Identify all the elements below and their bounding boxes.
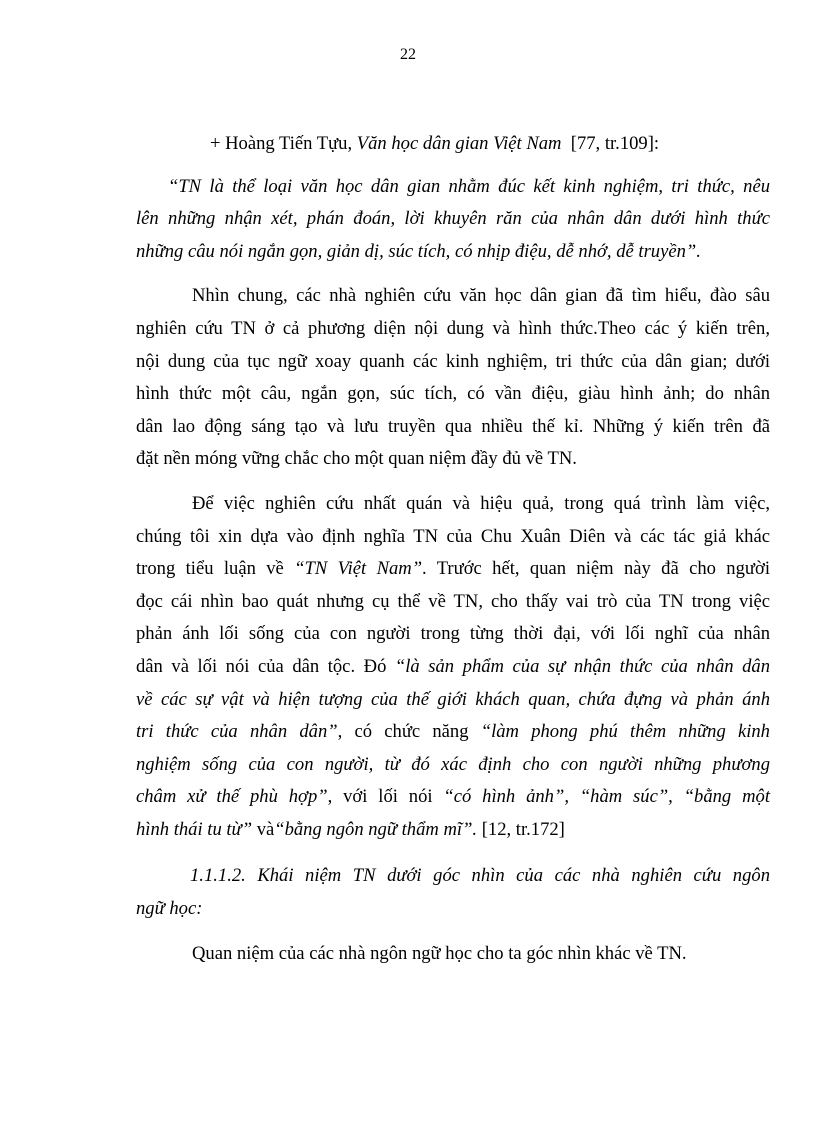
text-run-italic: châm xử thế phù hợp” <box>136 786 328 808</box>
paragraph-line: về các sự vật và hiện tượng của thế giới khách quan, chứa đựng và phản ánh <box>136 688 770 710</box>
paragraph-line: phản ánh lối sống của con người trong từng thời đại, với lối nghĩ của nhân <box>136 623 770 645</box>
paragraph-line: nội dung của tục ngữ xoay quanh các kinh nghiệm, tri thức của dân gian; dưới <box>136 350 770 372</box>
paragraph-line: nghiệm sống của con người, từ đó xác định cho con người những phương <box>136 753 770 775</box>
quote-line: lên những nhận xét, phán đoán, lời khuyên răn của nhân dân dưới hình thức <box>136 208 770 230</box>
paragraph-line <box>136 814 770 847</box>
paragraph-line: dân lao động sáng tạo và lưu truyền qua nhiều thế kỉ. Những ý kiến trên đã <box>136 415 770 437</box>
citation-prefix: + Hoàng Tiến Tựu, <box>210 133 357 154</box>
section-heading <box>136 860 770 925</box>
heading-line: ngữ học: <box>136 898 203 920</box>
paragraph-line: đọc cái nhìn bao quát nhưng cụ thể về TN, cho thấy vai trò của TN trong việc <box>136 590 770 612</box>
paragraph-line: Quan niệm của các nhà ngôn ngữ học cho ta góc nhìn khác về TN. <box>192 942 687 964</box>
paragraph-line: đặt nền móng vững chắc cho một quan niệm đầy đủ về TN. <box>136 448 577 470</box>
heading-line: 1.1.1.2. Khái niệm TN dưới góc nhìn của các nhà nghiên cứu ngôn <box>190 865 770 887</box>
text-run-italic: hình thái tu từ” <box>136 818 253 840</box>
text-run: , có chức năng <box>337 721 481 743</box>
paragraph-line <box>136 781 770 814</box>
quote-line: những câu nói ngắn gọn, giản dị, súc tích, có nhịp điệu, dễ nhớ, dễ truyền”. <box>136 240 701 262</box>
document-body <box>136 128 770 970</box>
quote-block <box>136 171 770 269</box>
paragraph-line <box>136 716 770 749</box>
page-number: 22 <box>400 46 416 63</box>
text-run: . Trước hết, quan niệm này đã cho người <box>422 558 770 580</box>
text-run: , với lối nói <box>327 786 444 808</box>
text-run-italic: “làm phong phú thêm những kinh <box>480 721 770 743</box>
text-run-italic: “có hình ảnh”, “hàm súc”, “bằng một <box>443 786 770 808</box>
paragraph-line <box>136 553 770 586</box>
text-run: và <box>252 818 275 840</box>
citation-book-title: Văn học dân gian Việt Nam <box>356 133 562 154</box>
text-run: [12, tr.172] <box>477 818 565 840</box>
paragraph-1 <box>136 280 770 476</box>
paragraph-line: nghiên cứu TN ở cả phương diện nội dung và hình thức.Theo các ý kiến trên, <box>136 317 770 339</box>
paragraph-line: chúng tôi xin dựa vào định nghĩa TN của Chu Xuân Diên và các tác giả khác <box>136 525 770 547</box>
text-run-italic: “là sản phẩm của sự nhận thức của nhân dân <box>394 655 771 677</box>
paragraph-3 <box>136 938 770 971</box>
text-run-italic: “TN Việt Nam” <box>294 558 423 580</box>
paragraph-2 <box>136 488 770 847</box>
paragraph-line: Nhìn chung, các nhà nghiên cứu văn học dân gian đã tìm hiểu, đào sâu <box>192 285 770 307</box>
text-run-italic: “bằng ngôn ngữ thẩm mĩ”. <box>274 818 478 840</box>
quote-line: “TN là thể loại văn học dân gian nhằm đúc kết kinh nghiệm, tri thức, nêu <box>168 175 770 197</box>
text-run: dân và lối nói của dân tộc. Đó <box>136 655 395 677</box>
paragraph-line: hình thức một câu, ngắn gọn, súc tích, có vần điệu, giàu hình ảnh; do nhân <box>136 383 770 405</box>
text-run-italic: tri thức của nhân dân” <box>136 721 338 743</box>
paragraph-line <box>136 651 770 684</box>
text-run: trong tiểu luận về <box>136 558 295 580</box>
citation-line <box>136 128 770 161</box>
paragraph-line: Để việc nghiên cứu nhất quán và hiệu quả, trong quá trình làm việc, <box>192 492 770 514</box>
citation-ref: [77, tr.109]: <box>561 133 660 154</box>
